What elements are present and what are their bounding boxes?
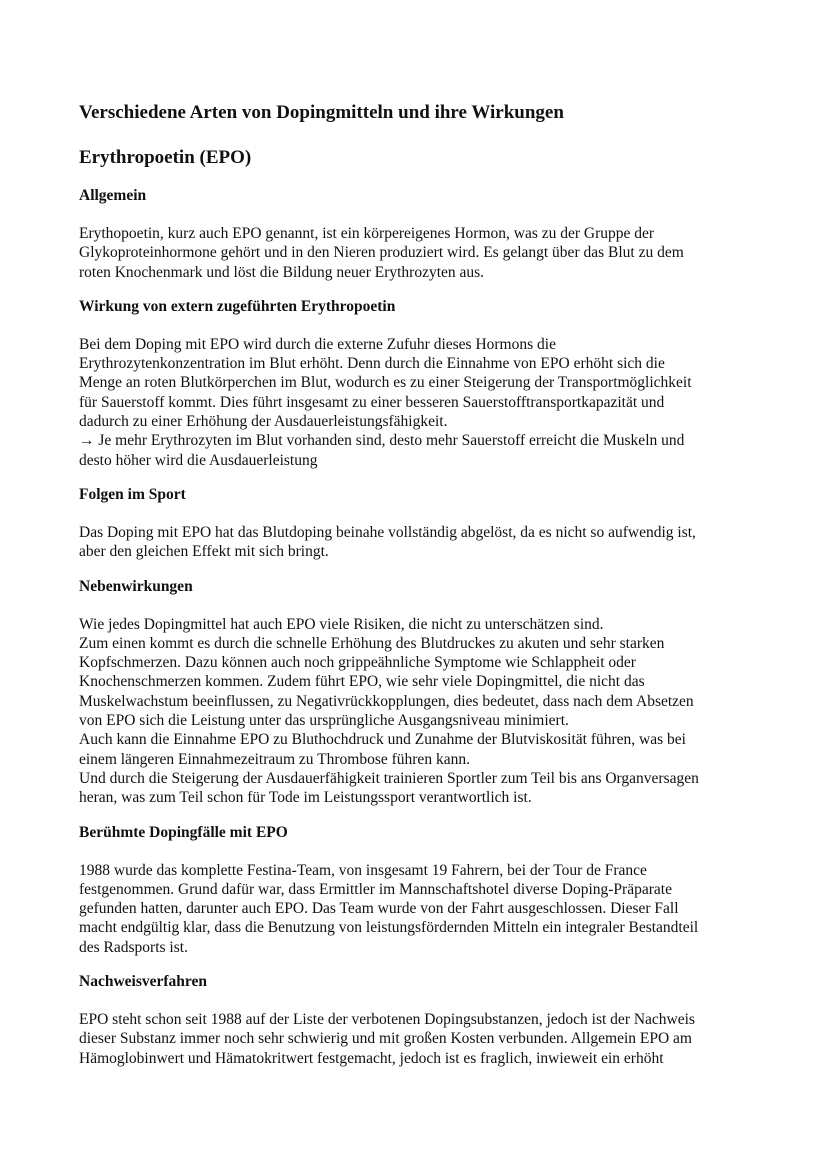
- text-line: Glykoproteinhormone gehört und in den Nieren produziert wird. Es gelangt über das Blut zu dem: [79, 244, 684, 262]
- text-line: Bei dem Doping mit EPO wird durch die externe Zufuhr dieses Hormons die: [79, 335, 556, 353]
- text-line: Auch kann die Einnahme EPO zu Bluthochdruck und Zunahme der Blutviskosität führen, was bei: [79, 731, 686, 749]
- text-line: Wie jedes Dopingmittel hat auch EPO viele Risiken, die nicht zu unterschätzen sind.: [79, 615, 604, 633]
- text-line: Knochenschmerzen kommen. Zudem führt EPO, wie sehr viele Dopingmittel, die nicht das: [79, 673, 645, 691]
- document-page: [79, 100, 751, 1068]
- text-line: roten Knochenmark und löst die Bildung neuer Erythrozyten aus.: [79, 263, 485, 281]
- text-line: dadurch zu einer Erhöhung der Ausdauerleistungsfähigkeit.: [79, 413, 448, 431]
- text-line: 1988 wurde das komplette Festina-Team, von insgesamt 19 Fahrern, bei der Tour de France: [79, 861, 647, 879]
- text-line: für Sauerstoff kommt. Dies führt insgesamt zu einer besseren Sauerstofftransportkapazität und: [79, 393, 665, 411]
- document-title: Verschiedene Arten von Dopingmitteln und ihre Wirkungen: [79, 102, 564, 123]
- section-paragraph: [79, 1010, 751, 1068]
- section-heading: Folgen im Sport: [79, 485, 186, 503]
- section-dopingfaelle: [79, 823, 751, 957]
- section-paragraph: [79, 523, 751, 562]
- text-line: Und durch die Steigerung der Ausdauerfähigkeit trainieren Sportler zum Teil bis ans Organversagen: [79, 769, 699, 787]
- section-allgemein: [79, 186, 751, 282]
- section-paragraph: [79, 861, 751, 957]
- section-heading: Berühmte Dopingfälle mit EPO: [79, 823, 288, 841]
- section-wirkung: [79, 297, 751, 470]
- text-line: aber den gleichen Effekt mit sich bringt.: [79, 543, 329, 561]
- text-line: Das Doping mit EPO hat das Blutdoping beinahe vollständig abgelöst, da es nicht so aufwendig ist,: [79, 523, 696, 541]
- text-line: heran, was zum Teil schon für Tode im Leistungssport verantwortlich ist.: [79, 789, 532, 807]
- text-line: Hämoglobinwert und Hämatokritwert festgemacht, jedoch ist es fraglich, inwieweit ein erhöht: [79, 1049, 664, 1067]
- text-line: → Je mehr Erythrozyten im Blut vorhanden sind, desto mehr Sauerstoff erreicht die Muskeln und: [79, 432, 685, 450]
- text-line: des Radsports ist.: [79, 938, 188, 956]
- text-line: einem längeren Einnahmezeitraum zu Thrombose führen kann.: [79, 750, 470, 768]
- section-nachweisverfahren: [79, 972, 751, 1068]
- section-nebenwirkungen: [79, 577, 751, 808]
- text-line: Muskelwachstum beeinflussen, zu Negativrückkopplungen, dies bedeutet, dass nach dem Absetzen: [79, 692, 694, 710]
- section-paragraph: [79, 335, 751, 470]
- section-paragraph: [79, 615, 751, 808]
- text-line: von EPO sich die Leistung unter das ursprüngliche Ausgangsniveau minimiert.: [79, 712, 569, 730]
- document-subtitle: Erythropoetin (EPO): [79, 147, 252, 168]
- section-heading: Allgemein: [79, 187, 147, 204]
- text-line: gefunden hatten, darunter auch EPO. Das Team wurde von der Fahrt ausgeschlossen. Dieser Fall: [79, 900, 679, 918]
- text-line: Erythrozytenkonzentration im Blut erhöht. Denn durch die Einnahme von EPO erhöht sich die: [79, 355, 665, 373]
- text-line: Menge an roten Blutkörperchen im Blut, wodurch es zu einer Steigerung der Transportmöglichkeit: [79, 374, 692, 392]
- section-heading: Nebenwirkungen: [79, 577, 193, 595]
- text-line: macht endgültig klar, dass die Benutzung von leistungsfördernden Mitteln ein integraler Bestandteil: [79, 919, 699, 937]
- text-line: Kopfschmerzen. Dazu können auch noch grippeähnliche Symptome wie Schlappheit oder: [79, 654, 636, 672]
- section-paragraph: [79, 224, 751, 282]
- section-heading: Nachweisverfahren: [79, 973, 207, 991]
- section-heading: Wirkung von extern zugeführten Erythropoetin: [79, 297, 396, 315]
- text-line: festgenommen. Grund dafür war, dass Ermittler im Mannschaftshotel diverse Doping-Präparate: [79, 880, 672, 898]
- text-line: desto höher wird die Ausdauerleistung: [79, 451, 318, 469]
- text-line: Erythopoetin, kurz auch EPO genannt, ist ein körpereigenes Hormon, was zu der Gruppe der: [79, 225, 655, 242]
- text-line: Zum einen kommt es durch die schnelle Erhöhung des Blutdruckes zu akuten und sehr starken: [79, 634, 665, 652]
- text-line: EPO steht schon seit 1988 auf der Liste der verbotenen Dopingsubstanzen, jedoch ist der Nachweis: [79, 1011, 695, 1029]
- section-folgen: [79, 485, 751, 562]
- text-line: dieser Substanz immer noch sehr schwierig und mit großen Kosten verbunden. Allgemein EPO am: [79, 1030, 692, 1048]
